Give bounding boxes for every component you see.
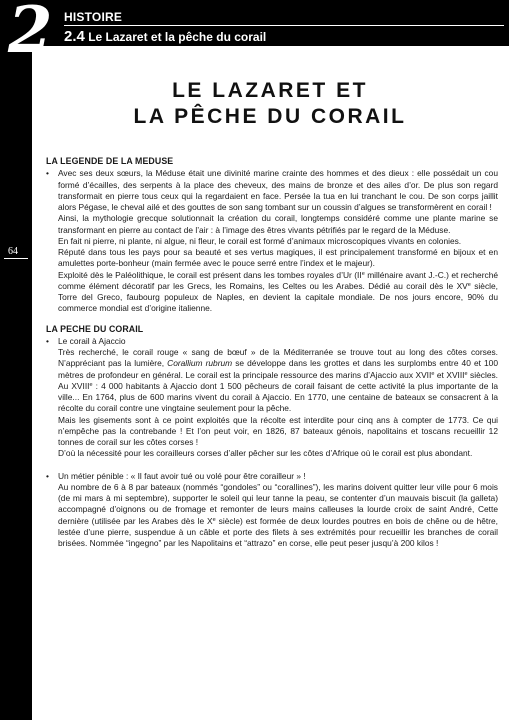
paragraph: D’où la nécessité pour les corailleurs corses d’aller pêcher sur les côtes d’Afrique où le corail est plus abondant. [58,448,473,459]
list-item-title: Un métier pénible : « Il faut avoir tué ou volé pour être corailleur » ! [58,470,306,481]
article-body [46,156,498,549]
paragraph: Ainsi, la mythologie grecque solutionnait la création du corail, longtemps considéré comme une plante marine se transformant en pierre au contact de l’air : à l’image des êtres vivants pétrifiés par le regard de la Méduse. [58,213,498,235]
paragraph: Très recherché, le corail rouge « sang de bœuf » de la Méditerranée se trouve tout au long des côtes corses. N’appréciant pas la lumière, Corallium rubrum se développe dans les grottes et dans les surplombs entre 40 et 100 mètres de profondeur en général. Le corail est la principale ressource des marins d’Ajaccio aux XVIIe et XVIIIe siècles. Au XVIIIe : 4 000 habitants à Ajaccio dont 1 500 pêcheurs de corail faisant de cette activité la plus importante de la ville... En 1764, plus de 600 marins vivent du corail à Ajaccio. En 1770, une centaine de bateaux se consacrent à la récolte du corail contre une vingtaine seulement pour la pêche. [58,347,498,414]
header-divider [64,25,504,26]
header-subsection [64,28,266,45]
paragraph: Exploité dès le Paléolithique, le corail est présent dans les tombes royales d’Ur (IIe millénaire avant J.-C.) et recherché comme élément décoratif par les Grecs, les Romains, les Celtes ou les Arabes. Dédié au corail dès le XVe siècle, Torre del Greco, faubourg populeux de Naples, en devient la capitale mondiale. De nos jours encore, 90% du commerce mondial est d’origine italienne. [58,269,499,314]
paragraph: En fait ni pierre, ni plante, ni algue, ni fleur, le corail est formé d’animaux microscopiques vivants en colonies. [58,235,462,246]
subsection-number: 2.4 [64,28,85,45]
list-item-title: Le corail à Ajaccio [58,335,126,346]
page-title [40,78,500,130]
subsection-title: Le Lazaret et la pêche du corail [88,30,267,44]
paragraph: Réputé dans tous les pays pour sa beauté et ses vertus magiques, il est principalement transformé en bijoux et en amulettes porte-bonheur (main fermée avec le pouce serré entre l’index et le majeur). [58,247,498,269]
section-heading-peche: LA PECHE DU CORAIL [46,323,144,334]
header-section-label: HISTOIRE [64,10,123,24]
paragraph: Avec ses deux sœurs, la Méduse était une divinité marine crainte des hommes et des dieux : elle possédait un cou formé d’écailles, des serpents à la place des cheveux, des mains de bronze et des ailes d’or. De plus son regard transformait en pierre tous ceux qui la regardaient en face. Persée la tua en lui tranchant le cou. De son corps jaillit alors Pégase, le cheval ailé et des gouttes de son sang tombant sur un coussin d’algues se transformèrent en corail ! [58,168,498,212]
chapter-number: 2 [8,0,51,68]
list-item-metier [46,471,498,482]
title-line-2: LA PÊCHE DU CORAIL [133,105,407,128]
list-item-meduse [46,168,498,213]
left-black-band [0,0,32,720]
paragraph: Au nombre de 6 à 8 par bateaux (nommés “gondoles” ou “corallines”), les marins doivent quitter leur ville pour 6 mois (de mi mars à mi septembre), supporter le soleil qui leur tanne la peau, se contenter d’un mauvais biscuit (la galleta) accompagné d’oignons ou de fromage et remonter de leurs mains calleuses la lourde croix de saint André, Cette dernière (utilisée par les Arabes dès le Xe siècle) est formée de deux lourdes poutres en bois de chêne ou de hêtre, lestée d’une pierre, suspendue à un câble et porte des filets à ses extrémités pour recueillir les branches de corail brisées. Nommée “ingegno” par les Napolitains et “attrazo” en corse, elle peut peser jusqu’à 200 kilos ! [58,481,498,548]
page-number: 64 [8,246,18,257]
bullet-icon: • [46,168,49,179]
bullet-icon: • [46,335,49,346]
paragraph: Mais les gisements sont à ce point exploités que la récolte est interdite pour cinq ans à compter de 1773. Ce qui n’empêche pas la contrebande ! Et l’on peut voir, en 1826, 87 bateaux génois, napolitains et toscans recueillir 12 tonnes de corail sur les côtes corses ! [58,414,498,447]
bullet-icon: • [46,470,49,481]
chapter-header-bar [0,0,509,68]
list-item-ajaccio [46,336,498,347]
title-line-1: LE LAZARET ET [172,79,368,102]
section-heading-meduse: LA LEGENDE DE LA MEDUSE [46,156,174,166]
page-number-rule [4,258,28,259]
